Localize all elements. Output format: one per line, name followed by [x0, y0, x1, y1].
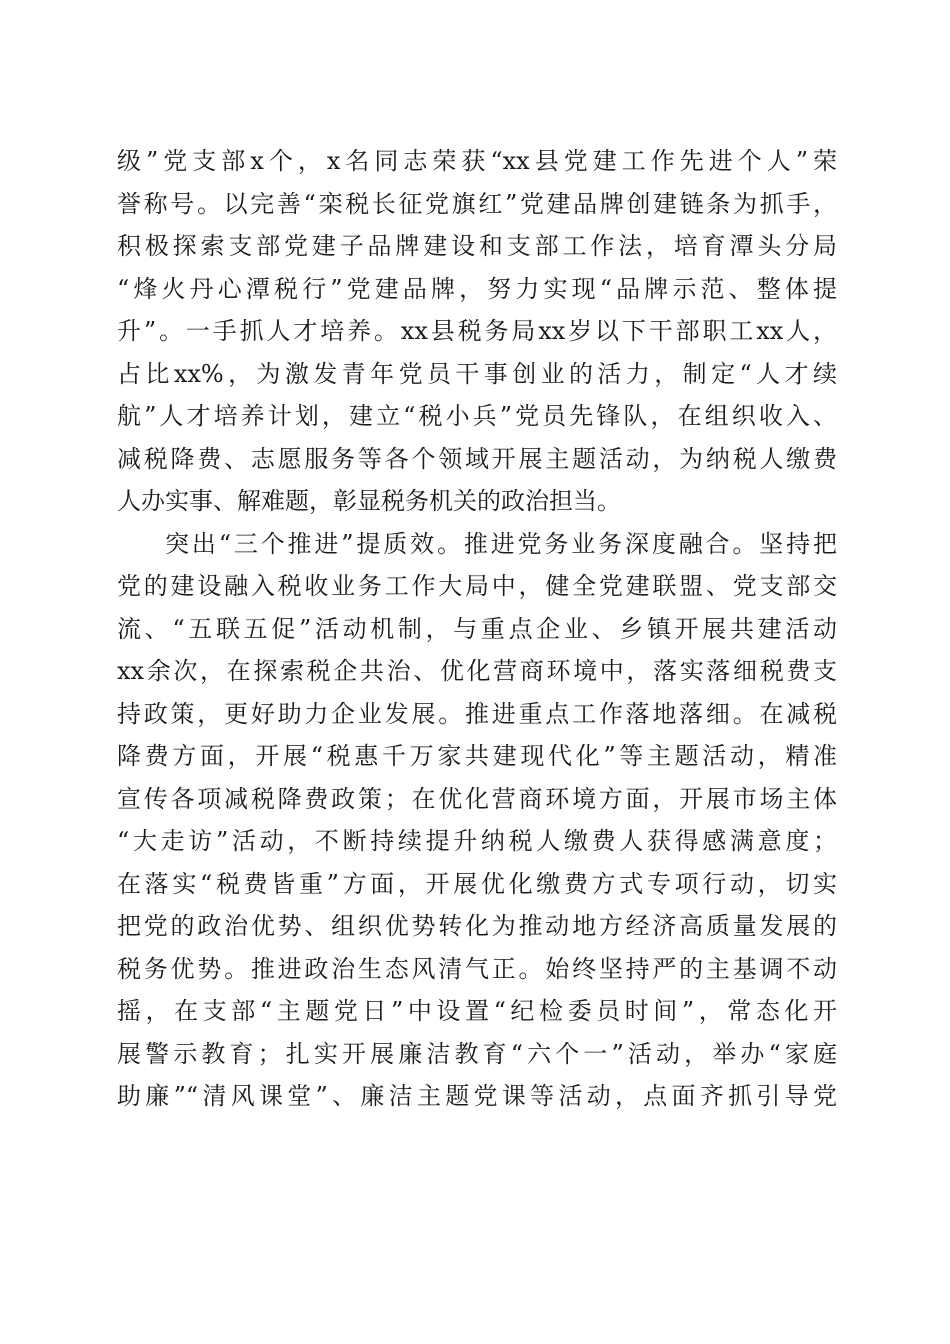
text-line: 誉称号。以完善“栾税长征党旗红”党建品牌创建链条为抓手，	[117, 189, 837, 218]
text-line: 助廉”“清风课堂”、廉洁主题党课等活动，点面齐抓引导党	[117, 1082, 837, 1110]
text-line: “烽火丹心潭税行”党建品牌，努力实现“品牌示范、整体提	[117, 274, 837, 303]
text-line: 展警示教育；扎实开展廉洁教育“六个一”活动，举办“家庭	[117, 1039, 837, 1068]
text-line: “大走访”活动，不断持续提升纳税人缴费人获得感满意度；	[117, 827, 837, 855]
text-line: 在落实“税费皆重”方面，开展优化缴费方式专项行动，切实	[117, 869, 837, 898]
text-line: 占比xx%，为激发青年党员干事创业的活力，制定“人才续	[117, 359, 837, 388]
document-body	[117, 140, 837, 1118]
text-line: 降费方面，开展“税惠千万家共建现代化”等主题活动，精准	[117, 742, 837, 770]
text-line: 流、“五联五促”活动机制，与重点企业、乡镇开展共建活动	[117, 614, 837, 643]
text-line: 税务优势。推进政治生态风清气正。始终坚持严的主基调不动	[117, 954, 837, 983]
text-line: 把党的政治优势、组织优势转化为推动地方经济高质量发展的	[117, 912, 837, 940]
text-line: 航”人才培养计划，建立“税小兵”党员先锋队，在组织收入、	[117, 402, 837, 430]
text-line: xx余次，在探索税企共治、优化营商环境中，落实落细税费支	[117, 657, 837, 685]
text-line: 持政策，更好助力企业发展。推进重点工作落地落细。在减税	[117, 699, 837, 728]
text-line: 宣传各项减税降费政策；在优化营商环境方面，开展市场主体	[117, 784, 837, 813]
text-line: 积极探索支部党建子品牌建设和支部工作法，培育潭头分局	[117, 232, 837, 260]
paragraph-first-line: 突出“三个推进”提质效。推进党务业务深度融合。坚持把	[165, 529, 837, 558]
text-line: 党的建设融入税收业务工作大局中，健全党建联盟、党支部交	[117, 572, 837, 600]
text-line: 人办实事、解难题，彰显税务机关的政治担当。	[117, 487, 621, 515]
text-line: 级”党支部x个，x名同志荣获“xx县党建工作先进个人”荣	[117, 147, 837, 175]
text-line: 升”。一手抓人才培养。xx县税务局xx岁以下干部职工xx人，	[117, 317, 837, 345]
text-line: 摇，在支部“主题党日”中设置“纪检委员时间”，常态化开	[117, 997, 837, 1025]
text-line: 减税降费、志愿服务等各个领域开展主题活动，为纳税人缴费	[117, 444, 837, 473]
